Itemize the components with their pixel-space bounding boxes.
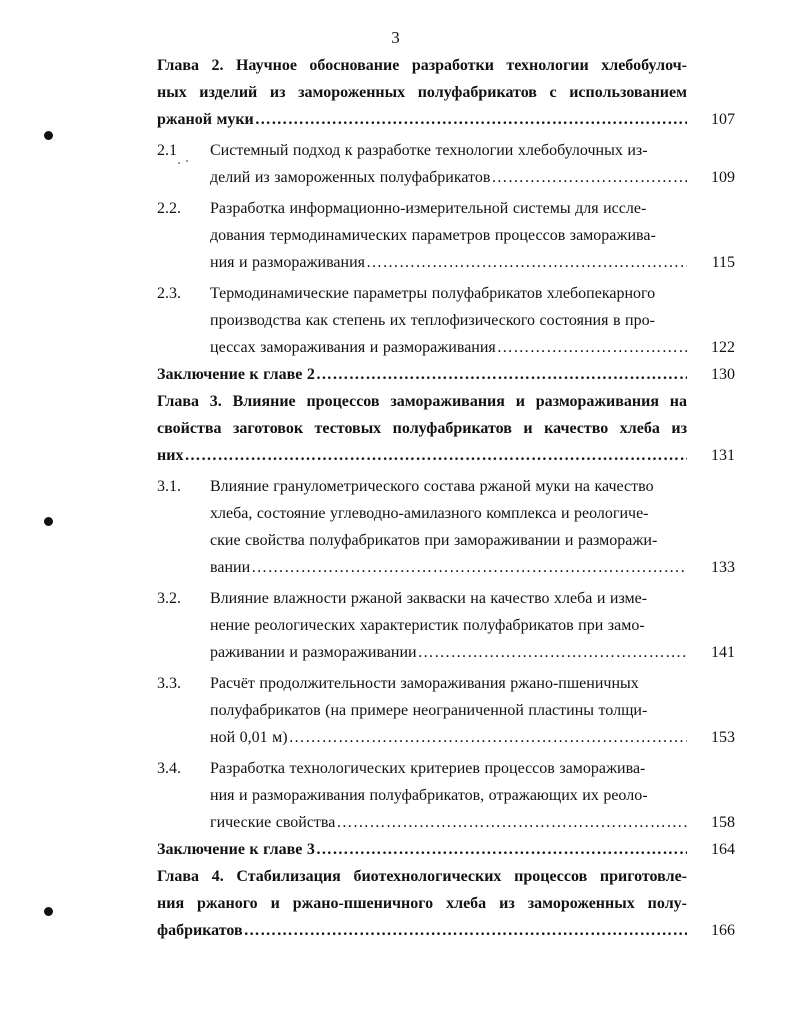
toc-page-number: 122 xyxy=(711,339,735,356)
toc-page-number: 164 xyxy=(711,841,735,858)
page-number: 3 xyxy=(391,28,400,47)
toc-entry-text: Расчёт продолжительности замораживания ржано-пшеничных xyxy=(210,675,639,692)
toc-entry-last-line xyxy=(210,809,687,836)
binding-hole-mark xyxy=(44,517,53,526)
toc-entry-text: фабрикатов xyxy=(157,922,243,939)
toc-section-entry[interactable] xyxy=(157,473,735,581)
toc-page-number: 153 xyxy=(711,729,735,746)
toc-section-number: 2.3. xyxy=(157,285,181,302)
toc-entry-text: Заключение к главе 3 xyxy=(157,841,315,858)
toc-entry-text: Глава 3. Влияние процессов замораживания и размораживания на xyxy=(157,393,687,410)
toc-chapter-entry[interactable] xyxy=(157,52,735,133)
toc-entry-text: хлеба, состояние углеводно-амилазного комплекса и реологиче- xyxy=(210,505,649,522)
toc-entry-text: полуфабрикатов (на примере неограниченной пластины толщи- xyxy=(210,702,648,719)
toc-entry-last-line xyxy=(210,724,687,751)
toc-entry-text: Глава 2. Научное обоснование разработки технологии хлебобулоч- xyxy=(157,57,687,74)
toc-section-number: 3.4. xyxy=(157,760,181,777)
toc-entry-last-line xyxy=(157,836,687,863)
toc-entry-text: делий из замороженных полуфабрикатов xyxy=(210,169,491,186)
toc-section-entry[interactable] xyxy=(157,670,735,751)
toc-entry-text: Разработка информационно-измерительной системы для иссле- xyxy=(210,200,647,217)
toc-entry-last-line xyxy=(157,361,687,388)
toc-entry-last-line xyxy=(157,442,687,469)
toc-leader-dots xyxy=(366,249,687,276)
toc-entry-text: раживании и размораживании xyxy=(210,644,417,661)
toc-section-number: 3.3. xyxy=(157,675,181,692)
toc-entry-text: ржаной муки xyxy=(157,111,254,128)
toc-entry-text: цессах замораживания и размораживания xyxy=(210,339,496,356)
toc-section-entry[interactable] xyxy=(157,195,735,276)
binding-hole-mark xyxy=(44,907,53,916)
toc-page-number: 166 xyxy=(711,922,735,939)
toc-entry-last-line xyxy=(210,639,687,666)
toc-entry-text: нение реологических характеристик полуфабрикатов при замо- xyxy=(210,617,645,634)
toc-entry-last-line xyxy=(210,554,687,581)
toc-entry-text: ские свойства полуфабрикатов при замораживании и разморажи- xyxy=(210,532,658,549)
toc-leader-dots xyxy=(184,442,687,469)
toc-page-number: 131 xyxy=(711,447,735,464)
toc-section-number: 3.1. xyxy=(157,478,181,495)
toc-entry-text: ния и размораживания xyxy=(210,254,366,271)
toc-section-entry[interactable] xyxy=(157,755,735,836)
toc-entry-text: них xyxy=(157,447,184,464)
toc-leader-dots xyxy=(251,554,687,581)
toc-chapter-entry[interactable] xyxy=(157,863,735,944)
toc-section-entry[interactable] xyxy=(157,137,735,191)
toc-entry-last-line xyxy=(157,106,687,133)
toc-entry-last-line xyxy=(210,334,687,361)
toc-leader-dots xyxy=(316,836,687,863)
toc-entry-text: Заключение к главе 2 xyxy=(157,366,315,383)
toc-entry-text: Влияние влажности ржаной закваски на качество хлеба и изме- xyxy=(210,590,648,607)
toc-chapter-entry[interactable] xyxy=(157,388,735,469)
toc-entry-text: производства как степень их теплофизического состояния в про- xyxy=(210,312,655,329)
toc-page-number: 141 xyxy=(711,644,735,661)
toc-page-number: 115 xyxy=(711,254,735,271)
toc-leader-dots xyxy=(289,724,687,751)
toc-conclusion-entry[interactable] xyxy=(157,361,735,388)
toc-entry-text: ния и размораживания полуфабрикатов, отражающих их реоло- xyxy=(210,787,648,804)
toc-entry-last-line xyxy=(157,917,687,944)
toc-leader-dots xyxy=(418,639,687,666)
toc-page-number: 109 xyxy=(711,169,735,186)
binding-hole-mark xyxy=(44,131,53,140)
toc-entry-text: свойства заготовок тестовых полуфабрикатов и качество хлеба из xyxy=(157,420,687,437)
toc-leader-dots xyxy=(255,106,687,133)
toc-entry-text: вании xyxy=(210,559,251,576)
toc-page-number: 133 xyxy=(711,559,735,576)
toc-entry-last-line xyxy=(210,164,687,191)
toc-entry-text: дования термодинамических параметров процессов заморажива- xyxy=(210,227,656,244)
toc-conclusion-entry[interactable] xyxy=(157,836,735,863)
toc-entry-text: ной 0,01 м) xyxy=(210,729,288,746)
toc-entry-text: Разработка технологических критериев процессов заморажива- xyxy=(210,760,646,777)
toc-entry-text: Системный подход к разработке технологии хлебобулочных из- xyxy=(210,142,648,159)
toc-section-number: 3.2. xyxy=(157,590,181,607)
toc-entry-text: Влияние гранулометрического состава ржаной муки на качество xyxy=(210,478,654,495)
toc-leader-dots xyxy=(336,809,687,836)
toc-page-number: 130 xyxy=(711,366,735,383)
toc-entry-text: Глава 4. Стабилизация биотехнологических процессов приготовле- xyxy=(157,868,687,885)
toc-section-entry[interactable] xyxy=(157,280,735,361)
toc-section-entry[interactable] xyxy=(157,585,735,666)
toc-section-number: 2.1 xyxy=(157,142,177,159)
toc-entry-text: Термодинамические параметры полуфабрикатов хлебопекарного xyxy=(210,285,656,302)
toc-leader-dots xyxy=(497,334,687,361)
toc-page-number: 158 xyxy=(711,814,735,831)
toc-leader-dots xyxy=(316,361,687,388)
toc-leader-dots xyxy=(491,164,687,191)
toc-section-number: 2.2. xyxy=(157,200,181,217)
toc-page-number: 107 xyxy=(711,111,735,128)
toc-entry-text: гические свойства xyxy=(210,814,336,831)
toc-entry-text: ния ржаного и ржано-пшеничного хлеба из замороженных полу- xyxy=(157,895,687,912)
table-of-contents xyxy=(157,52,735,944)
toc-entry-last-line xyxy=(210,249,687,276)
toc-leader-dots xyxy=(244,917,687,944)
toc-entry-text: ных изделий из замороженных полуфабрикатов с использованием xyxy=(157,84,687,101)
